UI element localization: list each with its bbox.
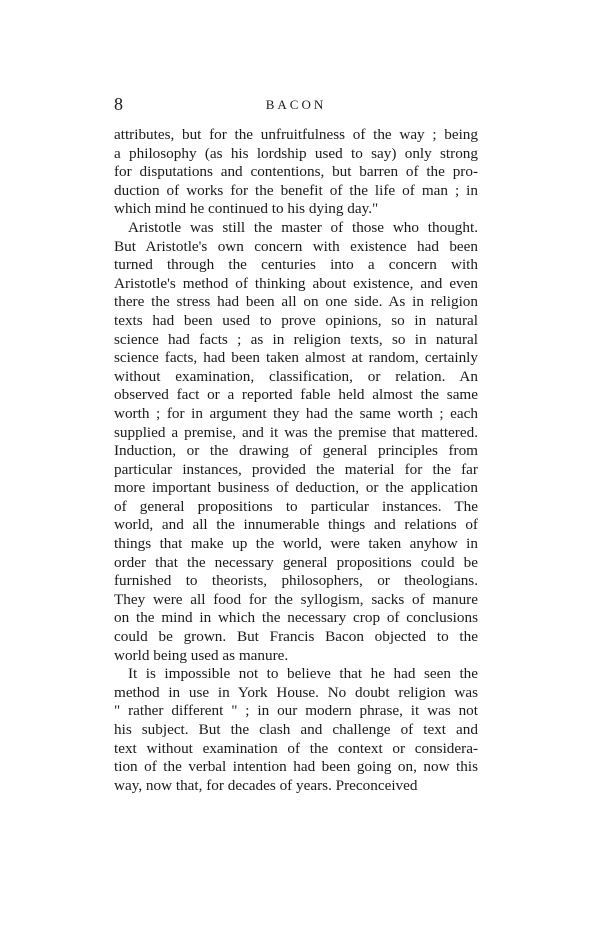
text-line: texts had been used to prove opinions, so in natural xyxy=(114,311,478,329)
text-line: science facts, had been taken almost at random, certainly xyxy=(114,349,478,367)
page-number: 8 xyxy=(114,94,123,114)
text-line: on the mind in which the necessary crop of conclusions xyxy=(114,609,478,627)
text-line: there the stress had been all on one side. As in religion xyxy=(114,293,478,311)
paragraph xyxy=(114,665,478,795)
text-line: Induction, or the drawing of general principles from xyxy=(114,442,478,460)
text-line: which mind he continued to his dying day." xyxy=(114,200,379,218)
text-line: Aristotle's method of thinking about existence, and even xyxy=(114,274,478,292)
text-line: duction of works for the benefit of the life of man ; in xyxy=(114,181,478,199)
text-line: order that the necessary general propositions could be xyxy=(114,553,478,571)
text-line: for disputations and contentions, but barren of the pro- xyxy=(114,163,478,181)
text-line: turned through the centuries into a concern with xyxy=(114,256,478,274)
text-line: Aristotle was still the master of those who thought. xyxy=(128,218,478,236)
page-header xyxy=(114,94,478,116)
text-line: things that make up the world, were taken anyhow in xyxy=(114,535,478,553)
text-line: furnished to theorists, philosophers, or theologians. xyxy=(114,572,478,590)
text-line: science had facts ; as in religion texts, so in natural xyxy=(114,330,478,348)
paragraph xyxy=(114,219,478,665)
text-line: supplied a premise, and it was the premise that mattered. xyxy=(114,423,478,441)
text-line: his subject. But the clash and challenge of text and xyxy=(114,721,478,738)
text-line: method in use in York House. No doubt religion was xyxy=(114,683,478,701)
text-line: world being used as manure. xyxy=(114,646,289,664)
text-line: without examination, classification, or relation. An xyxy=(114,367,478,385)
text-line: could be grown. But Francis Bacon objected to the xyxy=(114,628,478,646)
text-line: text without examination of the context or considera- xyxy=(114,739,478,757)
running-head: BACON xyxy=(265,97,327,112)
text-line: " rather different " ; in our modern phrase, it was not xyxy=(114,702,478,720)
body-text xyxy=(114,126,478,795)
text-line: They were all food for the syllogism, sacks of manure xyxy=(114,590,478,608)
text-line: worth ; for in argument they had the same worth ; each xyxy=(114,404,478,422)
text-line: observed fact or a reported fable held almost the same xyxy=(114,386,478,404)
text-line: It is impossible not to believe that he had seen the xyxy=(128,665,478,683)
text-line: more important business of deduction, or the application xyxy=(114,479,478,497)
text-line: way, now that, for decades of years. Preconceived xyxy=(114,776,418,794)
text-line: attributes, but for the unfruitfulness of the way ; being xyxy=(114,126,478,143)
text-line: of general propositions to particular instances. The xyxy=(114,497,478,515)
text-line: But Aristotle's own concern with existence had been xyxy=(114,237,478,255)
text-line: a philosophy (as his lordship used to say) only strong xyxy=(114,144,478,162)
text-line: tion of the verbal intention had been going on, now this xyxy=(114,758,478,776)
text-line: particular instances, provided the material for the far xyxy=(114,460,478,478)
paragraph xyxy=(114,126,478,219)
text-line: world, and all the innumerable things and relations of xyxy=(114,516,478,534)
